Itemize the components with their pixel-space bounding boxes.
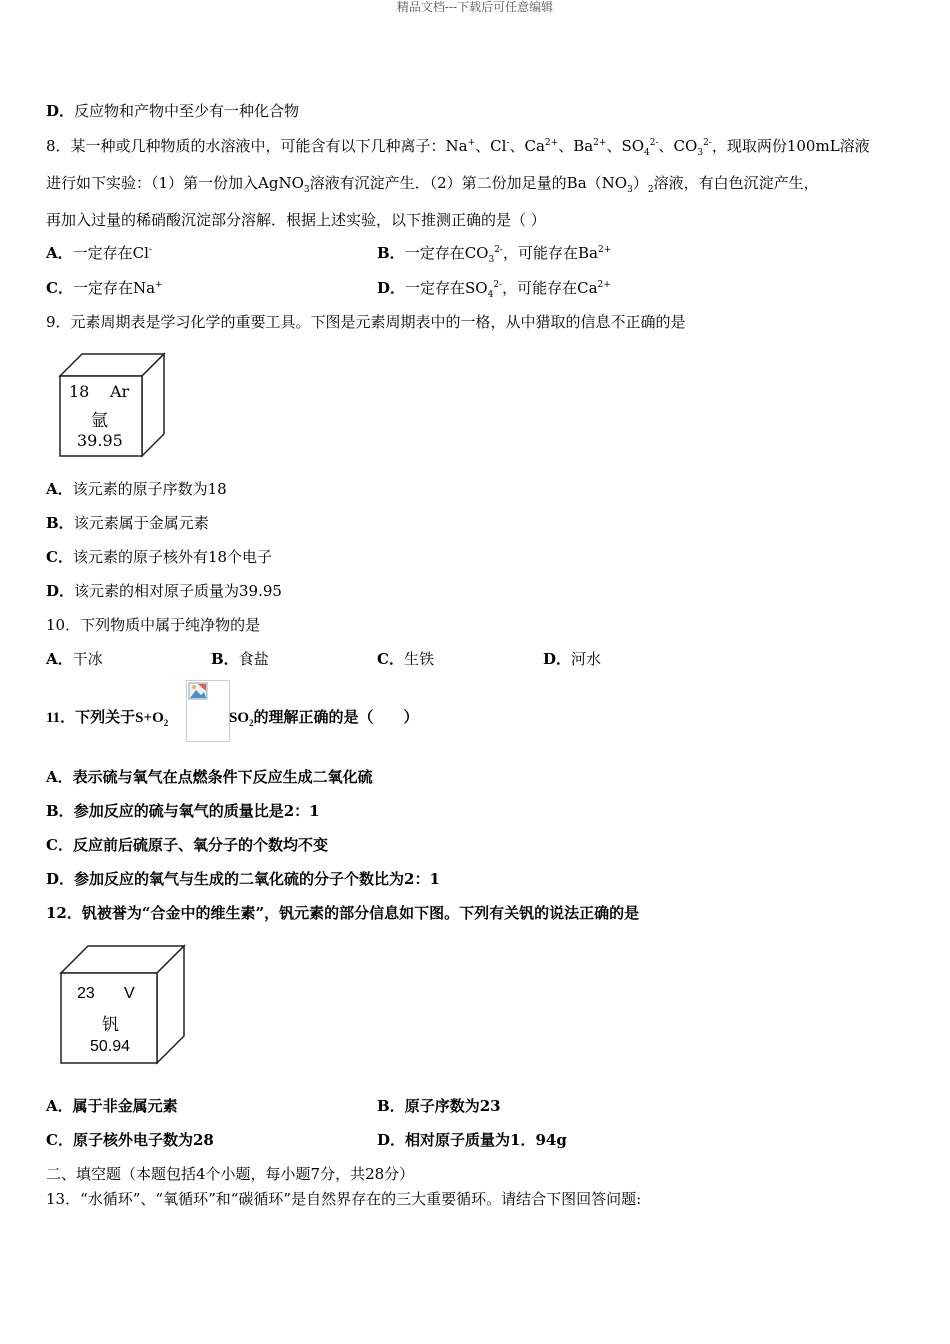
- option-label: C．: [46, 1131, 73, 1149]
- text: 的理解正确的是（ ）: [253, 710, 419, 726]
- subscript: 4: [644, 148, 650, 158]
- q13-stem: 13．“水循环”、“氧循环”和“碳循环”是自然界存在的三大重要循环。请结合下图回答问题:: [46, 1190, 642, 1208]
- atomic-mass: 39.95: [77, 431, 123, 450]
- q11-option-d: [46, 869, 440, 889]
- option-text: 生铁: [403, 650, 434, 668]
- text: 8．某一种或几种物质的水溶液中，可能含有以下几种离子：Na: [46, 137, 468, 155]
- element-tile-argon: [58, 352, 168, 460]
- subscript: 3: [627, 185, 633, 195]
- q9-option-b: [46, 513, 209, 533]
- option-text: 干冰: [72, 650, 103, 668]
- q10-option-a: [46, 649, 103, 669]
- q8-stem-line3: 再加入过量的稀硝酸沉淀部分溶解．根据上述实验，以下推测正确的是（ ）: [46, 211, 546, 229]
- q11-stem-part1: [46, 708, 168, 728]
- superscript: 2+: [597, 280, 611, 290]
- q7-option-d: [46, 101, 299, 121]
- superscript: 2+: [597, 245, 612, 255]
- q12-option-b: [377, 1096, 501, 1116]
- option-label: A．: [46, 768, 73, 786]
- option-label: D．: [46, 102, 75, 120]
- q12-option-a: [46, 1096, 178, 1116]
- option-text: 河水: [571, 650, 602, 668]
- atomic-number: 23: [77, 985, 95, 1002]
- q10-option-c: [377, 649, 434, 669]
- q11-option-c: [46, 835, 328, 855]
- option-text: 一定存在Na: [72, 279, 156, 297]
- text: ，现取两份100mL溶液: [711, 137, 870, 155]
- option-label: C．: [377, 650, 404, 668]
- q9-option-c: [46, 547, 272, 567]
- atomic-mass: 50.94: [90, 1038, 131, 1055]
- q8-stem-line2: [46, 173, 819, 193]
- option-label: A．: [46, 480, 73, 498]
- superscript: 2+: [593, 138, 607, 148]
- element-symbol: Ar: [110, 382, 130, 401]
- q9-stem: 9．元素周期表是学习化学的重要工具。下图是元素周期表中的一格，从中猎取的信息不正确的是: [46, 313, 686, 331]
- q12-stem: 12．钒被誉为“合金中的维生素”，钒元素的部分信息如下图。下列有关钒的说法正确的是: [46, 904, 640, 922]
- section-heading: 二、填空题（本题包括4个小题，每小题7分，共28分）: [46, 1165, 415, 1183]
- option-text: 一定存在Cl: [72, 244, 149, 262]
- superscript: -: [506, 138, 510, 148]
- subscript: 4: [487, 290, 494, 300]
- broken-image-placeholder: [186, 680, 230, 742]
- q9-option-a: [46, 479, 227, 499]
- text: ）: [632, 174, 648, 192]
- option-text: 一定存在SO: [405, 279, 488, 297]
- element-symbol: V: [124, 985, 135, 1002]
- option-label: D．: [46, 870, 75, 888]
- option-text: 该元素的原子核外有18个电子: [72, 548, 273, 566]
- option-label: D．: [543, 650, 572, 668]
- q8-option-b: [377, 243, 611, 263]
- subscript: 2: [163, 718, 169, 728]
- text: 、Cl: [475, 137, 507, 155]
- q12-option-d: [377, 1130, 567, 1150]
- option-text: ，可能存在Ba: [502, 244, 598, 262]
- broken-image-icon: [188, 682, 210, 702]
- q11-option-a: [46, 767, 373, 787]
- subscript: 2: [647, 185, 654, 195]
- option-text: 原子核外电子数为28: [72, 1131, 214, 1149]
- option-label: D．: [377, 279, 406, 297]
- option-label: C．: [46, 548, 73, 566]
- subscript: 3: [303, 185, 310, 195]
- text: 、CO: [658, 137, 698, 155]
- option-text: 一定存在CO: [404, 244, 489, 262]
- subscript: 3: [488, 255, 495, 265]
- q8-option-c: [46, 278, 163, 298]
- option-label: A．: [46, 1097, 73, 1115]
- q8-stem-line1: [46, 136, 870, 156]
- text: SO: [229, 710, 250, 726]
- q10-option-d: [543, 649, 601, 669]
- option-text: 食盐: [238, 650, 269, 668]
- text: 、SO: [606, 137, 645, 155]
- atomic-number: 18: [69, 382, 90, 401]
- option-text: 参加反应的氧气与生成的二氧化硫的分子个数比为2：1: [74, 870, 440, 888]
- option-text: ，可能存在Ca: [502, 279, 598, 297]
- superscript: +: [155, 280, 163, 290]
- text: 、Ba: [558, 137, 594, 155]
- q11-option-b: [46, 801, 320, 821]
- option-label: B．: [46, 802, 74, 820]
- option-text: 相对原子质量为1．94g: [405, 1131, 567, 1149]
- option-label: D．: [377, 1131, 406, 1149]
- text: 、Ca: [509, 137, 545, 155]
- option-text: 反应物和产物中至少有一种化合物: [74, 102, 300, 120]
- superscript: -: [148, 245, 152, 255]
- superscript: 2-: [649, 138, 659, 148]
- superscript: 2+: [544, 138, 559, 148]
- option-label: C．: [46, 279, 73, 297]
- option-label: B．: [46, 514, 74, 532]
- option-label: C．: [46, 836, 73, 854]
- element-tile-vanadium: [58, 943, 188, 1067]
- text: 11．下列关于S+O: [46, 710, 164, 726]
- option-text: 参加反应的硫与氧气的质量比是2：1: [73, 802, 320, 820]
- option-text: 该元素属于金属元素: [73, 514, 209, 532]
- q12-option-c: [46, 1130, 214, 1150]
- q8-option-a: [46, 243, 152, 263]
- option-text: 原子序数为23: [404, 1097, 501, 1115]
- page-header: 精品文档---下载后可任意编辑: [396, 0, 554, 14]
- superscript: 2-: [494, 245, 503, 255]
- q9-option-d: [46, 581, 282, 601]
- element-name: 氩: [91, 411, 108, 431]
- option-label: A．: [46, 244, 73, 262]
- q11-stem-part2: [229, 708, 419, 728]
- text: 进行如下实验：（1）第一份加入AgNO: [46, 174, 304, 192]
- text: 溶液有沉淀产生．（2）第二份加足量的Ba（NO: [309, 174, 628, 192]
- subscript: 2: [249, 718, 254, 728]
- superscript: +: [467, 138, 476, 148]
- option-label: B．: [377, 244, 405, 262]
- text: 溶液，有白色沉淀产生，: [653, 174, 819, 192]
- option-text: 该元素的原子序数为18: [72, 480, 227, 498]
- option-label: A．: [46, 650, 73, 668]
- option-label: B．: [211, 650, 239, 668]
- option-text: 属于非金属元素: [72, 1097, 178, 1115]
- superscript: 2-: [703, 138, 712, 148]
- subscript: 3: [697, 148, 704, 158]
- q10-stem: 10．下列物质中属于纯净物的是: [46, 616, 261, 634]
- option-text: 表示硫与氧气在点燃条件下反应生成二氧化硫: [72, 768, 373, 786]
- option-text: 反应前后硫原子、氧分子的个数均不变: [72, 836, 328, 854]
- q8-option-d: [377, 278, 611, 298]
- element-name: 钒: [102, 1015, 119, 1035]
- option-text: 该元素的相对原子质量为39.95: [74, 582, 282, 600]
- option-label: D．: [46, 582, 75, 600]
- q10-option-b: [211, 649, 269, 669]
- superscript: 2-: [493, 280, 503, 290]
- option-label: B．: [377, 1097, 405, 1115]
